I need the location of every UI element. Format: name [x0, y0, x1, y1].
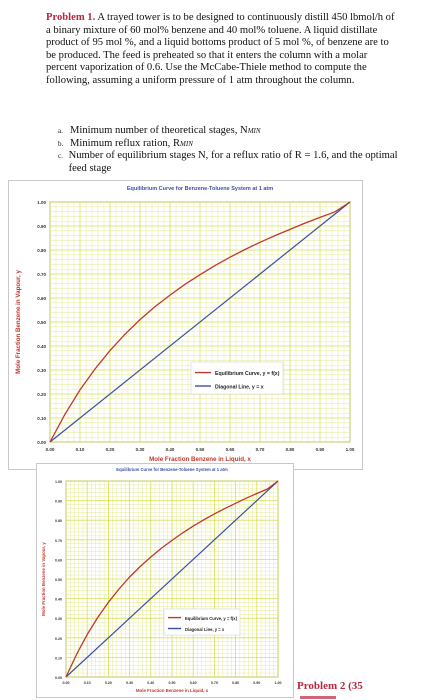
x-tick-label: 0.70 [210, 681, 218, 685]
y-tick-label: 0.80 [37, 248, 46, 253]
x-tick-label: 0.30 [135, 447, 145, 452]
y-tick-label: 0.30 [55, 617, 62, 622]
legend-equilibrium-label: Equilibrium Curve, y = f(x) [185, 616, 238, 622]
legend-diagonal-label: Diagonal Line, y = x [185, 627, 225, 632]
part-b-subscript: MIN [180, 139, 193, 148]
y-tick-label: 0.90 [37, 224, 46, 229]
equilibrium-chart-2 [36, 463, 294, 698]
legend-diagonal-label: Diagonal Line, y = x [215, 384, 264, 391]
y-tick-label: 0.90 [55, 499, 62, 504]
x-tick-label: 0.00 [62, 681, 70, 685]
part-a-subscript: MIN [247, 127, 261, 135]
y-tick-label: 0.60 [55, 558, 62, 563]
y-tick-label: 1.00 [55, 480, 62, 484]
problem-1-text: A trayed tower is to be designed to continuously distill 450 lbmol/h of a binary mixture of 60 mol% benzene and 40 mol% toluene. A liquid distillate product of 95 mol %, and a liquid bottoms product of 5 mol %, of benzene are to be produced. The feed is preheated so that it enters the column with a molar percent vaporization of 0.6. Use the McCabe-Thiele method to compute the following, assuming a uniform pressure of 1 atm throughout the column. [46, 12, 395, 86]
part-b [58, 138, 398, 151]
y-tick-label: 0.00 [37, 440, 46, 445]
part-c-letter: c. [58, 152, 63, 161]
y-tick-label: 0.50 [37, 320, 46, 325]
part-b-text: Minimum reflux ration, R [70, 137, 181, 149]
part-a [58, 125, 398, 138]
x-tick-label: 0.10 [83, 681, 91, 685]
chart-legend [191, 362, 283, 394]
part-a-letter: a. [58, 127, 63, 135]
x-tick-label: 0.80 [285, 447, 295, 452]
x-tick-label: 0.50 [168, 681, 176, 685]
x-axis-label: Mole Fraction Benzene in Liquid, x [135, 688, 209, 693]
x-tick-label: 0.20 [104, 681, 112, 685]
x-tick-label: 0.90 [315, 447, 325, 452]
y-tick-label: 0.00 [55, 676, 62, 680]
x-tick-label: 0.60 [225, 447, 235, 452]
x-tick-label: 0.60 [189, 681, 197, 685]
y-tick-label: 0.10 [55, 656, 62, 661]
problem-1-statement [46, 12, 396, 88]
chart-legend [164, 609, 240, 635]
y-tick-label: 0.20 [37, 392, 46, 397]
x-tick-label: 0.00 [45, 447, 55, 452]
x-tick-label: 0.70 [255, 447, 265, 452]
x-tick-label: 0.40 [165, 447, 175, 452]
y-tick-label: 0.40 [37, 344, 46, 349]
x-tick-label: 0.30 [126, 681, 134, 685]
x-tick-label: 0.50 [195, 447, 205, 452]
chart-title: Equilibrium Curve for Benzene-Toluene System at 1 atm [116, 467, 228, 472]
y-tick-label: 1.00 [37, 200, 46, 205]
y-tick-label: 0.50 [55, 578, 62, 582]
part-c-text: Number of equilibrium stages N, for a reflux ratio of R = 1.6, and the optimal feed stage [68, 150, 398, 174]
part-b-letter: b. [58, 139, 64, 148]
y-tick-label: 0.10 [37, 416, 46, 421]
x-tick-label: 0.90 [253, 681, 261, 685]
x-tick-label: 0.10 [75, 447, 85, 452]
x-tick-label: 0.20 [105, 447, 115, 452]
y-tick-label: 0.70 [55, 538, 62, 543]
y-tick-label: 0.60 [37, 296, 46, 301]
y-tick-label: 0.20 [55, 636, 62, 641]
x-tick-label: 0.40 [147, 681, 155, 685]
chart-title: Equilibrium Curve for Benzene-Toluene System at 1 atm [126, 186, 274, 192]
y-tick-label: 0.30 [37, 368, 46, 373]
problem-1-title: Problem 1. [46, 12, 96, 23]
y-tick-label: 0.80 [55, 519, 62, 524]
x-axis-label: Mole Fraction Benzene in Liquid, x [149, 456, 251, 463]
part-a-text: Minimum number of theoretical stages, N [70, 125, 248, 136]
part-c [58, 150, 398, 175]
y-tick-label: 0.70 [37, 272, 46, 277]
y-axis-label: Mole Fraction Benzene in Vapour, y [41, 542, 46, 616]
x-tick-label: 0.80 [232, 681, 240, 685]
y-axis-label: Mole Fraction Benzene in Vapour, y [15, 270, 22, 374]
y-tick-label: 0.40 [55, 597, 62, 602]
problem-1-parts [58, 125, 398, 175]
equilibrium-chart-1 [8, 180, 363, 470]
problem-2-heading: Problem 2 (35 [297, 680, 363, 692]
legend-equilibrium-label: Equilibrium Curve, y = f(x) [215, 371, 280, 378]
x-tick-label: 1.00 [345, 447, 355, 452]
x-tick-label: 1.00 [274, 681, 282, 685]
problem-2-cutoff-text [300, 696, 336, 699]
